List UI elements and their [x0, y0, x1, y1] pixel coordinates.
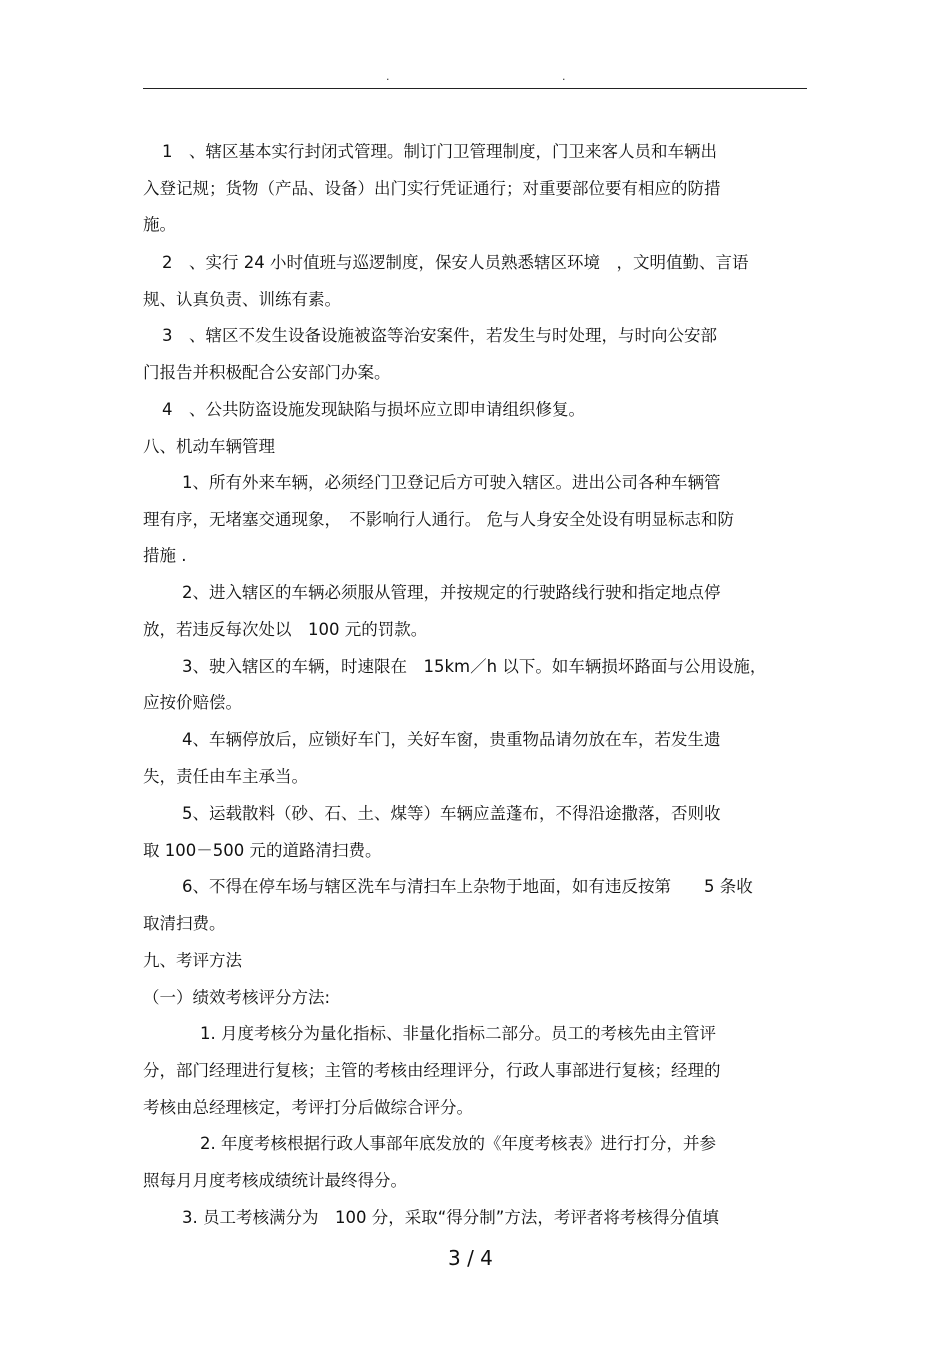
page-number: 3 / 4: [448, 1246, 493, 1270]
text-line: 失，责任由车主承当。: [143, 767, 308, 786]
text-line: 3、驶入辖区的车辆，时速限在 15km／h 以下。如车辆损坏路面与公用设施，: [182, 657, 767, 676]
text-line: 3. 员工考核满分为 100 分，采取“得分制”方法，考评者将考核得分值填: [182, 1208, 719, 1227]
section-heading: 九、考评方法: [143, 951, 242, 970]
header-dot-right: .: [562, 70, 566, 83]
text-line: 入登记规；货物（产品、设备）出门实行凭证通行；对重要部位要有相应的防措: [143, 179, 721, 198]
text-line: 4 、公共防盗设施发现缺陷与损坏应立即申请组织修复。: [162, 400, 585, 419]
text-line: 1 、辖区基本实行封闭式管理。制订门卫管理制度，门卫来客人员和车辆出: [162, 142, 717, 161]
header-rule: [143, 88, 807, 89]
text-line: 放，若违反每次处以 100 元的罚款。: [143, 620, 428, 639]
text-line: 取 100－500 元的道路清扫费。: [143, 841, 382, 860]
text-line: 理有序，无堵塞交通现象， 不影响行人通行。 危与人身安全处设有明显标志和防: [143, 510, 734, 529]
text-line: 应按价赔偿。: [143, 693, 242, 712]
text-line: 2. 年度考核根据行政人事部年底发放的《年度考核表》进行打分，并参: [200, 1134, 716, 1153]
text-line: 照每月月度考核成绩统计最终得分。: [143, 1171, 407, 1190]
text-line: 门报告并积极配合公安部门办案。: [143, 363, 391, 382]
text-line: 6、不得在停车场与辖区洗车与清扫车上杂物于地面，如有违反按第 5 条收: [182, 877, 753, 896]
text-line: 3 、辖区不发生设备设施被盗等治安案件，若发生与时处理，与时向公安部: [162, 326, 717, 345]
text-line: 分，部门经理进行复核；主管的考核由经理评分，行政人事部进行复核；经理的: [143, 1061, 721, 1080]
section-heading: 八、机动车辆管理: [143, 437, 275, 456]
text-line: 规、认真负责、训练有素。: [143, 290, 341, 309]
header-dot-left: .: [386, 70, 390, 83]
text-line: 4、车辆停放后，应锁好车门，关好车窗，贵重物品请勿放在车，若发生遗: [182, 730, 721, 749]
text-line: 考核由总经理核定，考评打分后做综合评分。: [143, 1098, 473, 1117]
text-line: 1、所有外来车辆，必须经门卫登记后方可驶入辖区。进出公司各种车辆管: [182, 473, 721, 492]
sub-heading: （一）绩效考核评分方法:: [143, 988, 331, 1007]
text-line: 2、进入辖区的车辆必须服从管理，并按规定的行驶路线行驶和指定地点停: [182, 583, 721, 602]
text-line: 1. 月度考核分为量化指标、非量化指标二部分。员工的考核先由主管评: [200, 1024, 716, 1043]
text-line: 2 、实行 24 小时值班与巡逻制度，保安人员熟悉辖区环境 ，文明值勤、言语: [162, 253, 749, 272]
text-line: 措施 .: [143, 546, 187, 565]
text-line: 取清扫费。: [143, 914, 226, 933]
text-line: 5、运载散料（砂、石、土、煤等）车辆应盖蓬布，不得沿途撒落，否则收: [182, 804, 721, 823]
text-line: 施。: [143, 215, 176, 234]
